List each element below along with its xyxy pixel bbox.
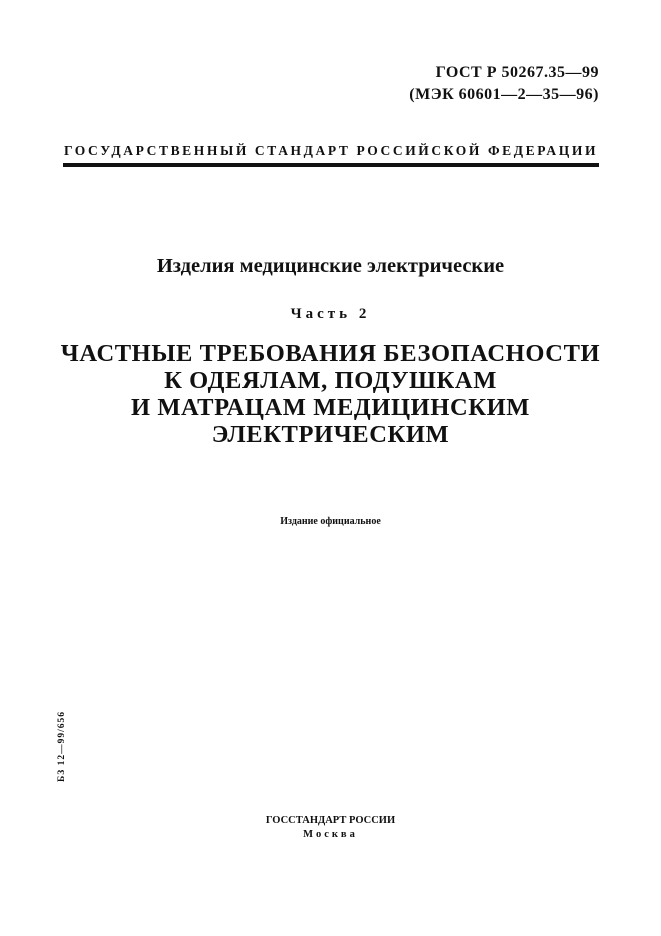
standard-number: ГОСТ Р 50267.35—99: [435, 64, 599, 81]
publisher-name: ГОССТАНДАРТ РОССИИ: [265, 815, 396, 826]
subtitle-line: ЭЛЕКТРИЧЕСКИМ: [211, 421, 450, 448]
part-label: Часть 2: [290, 306, 371, 322]
document-code: [409, 62, 599, 106]
side-code: БЗ 12—99/656: [57, 710, 67, 782]
subtitle: [0, 340, 661, 448]
standard-header: ГОСУДАРСТВЕННЫЙ СТАНДАРТ РОССИЙСКОЙ ФЕДЕРАЦИИ: [63, 143, 599, 158]
header-divider: [63, 163, 599, 167]
subtitle-line: К ОДЕЯЛАМ, ПОДУШКАМ: [164, 367, 497, 394]
iec-number: (МЭК 60601—2—35—96): [409, 86, 599, 103]
subtitle-line: И МАТРАЦАМ МЕДИЦИНСКИМ: [130, 394, 531, 421]
page-title: Изделия медицинские электрические: [156, 255, 505, 277]
publisher-city: Москва: [303, 829, 358, 840]
edition-label: Издание официальное: [280, 516, 381, 527]
subtitle-line: ЧАСТНЫЕ ТРЕБОВАНИЯ БЕЗОПАСНОСТИ: [60, 340, 601, 367]
publisher: [0, 814, 661, 842]
